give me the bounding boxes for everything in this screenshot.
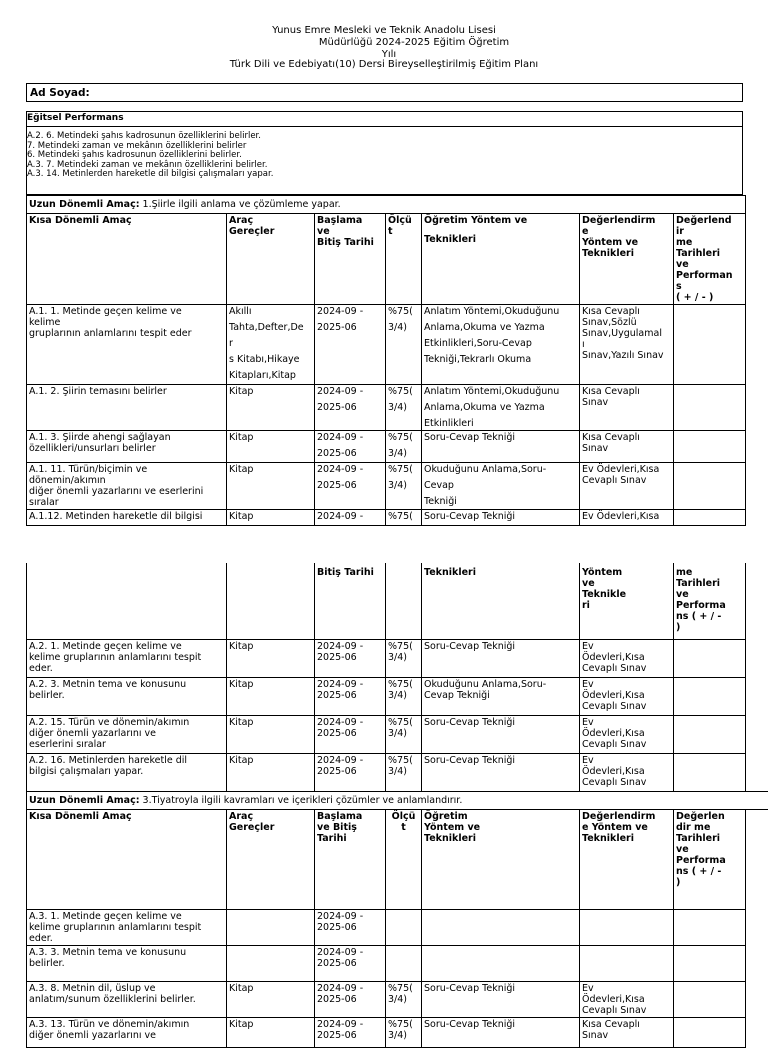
cell-text: 2025-06 — [317, 922, 383, 933]
short-term-goal-cell — [27, 1017, 227, 1047]
cell-text: Okuduğunu Anlama,Soru- — [424, 464, 577, 475]
short-term-goal-cell — [27, 677, 227, 715]
short-term-goal-cell — [27, 981, 227, 1017]
tools-cell — [227, 385, 315, 431]
cell-text: Kitap — [229, 1019, 312, 1030]
evaluation-cell — [580, 305, 674, 385]
eval-dates-cell — [674, 1017, 746, 1047]
tools-cell — [227, 431, 315, 463]
cell-text: A.2. 15. Türün ve dönemin/akımın — [29, 717, 224, 728]
cell-text: Ödevleri,Kısa — [582, 690, 671, 701]
evaluation-cell — [580, 510, 674, 526]
evaluation-cell — [580, 909, 674, 945]
cell-text: 2025-06 — [317, 322, 383, 333]
eval-dates-cell — [674, 431, 746, 463]
col-eval-dates: Değerlen dir me Tarihleri ve Performa ns ( + / - ) — [674, 809, 746, 909]
cell-text: %75( — [388, 511, 419, 522]
cell-text: gruplarının anlamlarını tespit eder — [29, 328, 224, 339]
evaluation-cell — [580, 753, 674, 791]
cell-text: Ev — [582, 679, 671, 690]
col-short-term-goal: Kısa Dönemli Amaç — [27, 214, 227, 305]
criteria-cell — [386, 753, 422, 791]
methods-cell — [422, 753, 580, 791]
cell-text: diğer önemli yazarlarını ve — [29, 1030, 224, 1041]
cell-text: Ev — [582, 641, 671, 652]
dates-cell — [315, 753, 386, 791]
cell-text: 2024-09 - — [317, 755, 383, 766]
cell-text: diğer önemli yazarlarını ve eserlerini — [29, 486, 224, 497]
tools-cell — [227, 677, 315, 715]
performance-item: A.3. 7. Metindeki zaman ve mekânın özelliklerini belirler. — [27, 161, 273, 171]
student-name-label: Ad Soyad: — [30, 87, 90, 99]
short-term-goal-cell — [27, 753, 227, 791]
cell-text: Tahta,Defter,De — [229, 322, 312, 333]
table-row — [27, 909, 768, 945]
tools-cell — [227, 909, 315, 945]
cell-text: Cevaplı Sınav — [582, 663, 671, 674]
cell-text: belirler. — [29, 690, 224, 701]
cell-text: Kısa Cevaplı — [582, 386, 671, 397]
cell-text: %75( — [388, 983, 419, 994]
cell-text: Kitap — [229, 983, 312, 994]
cell-text: A.3. 13. Türün ve dönemin/akımın — [29, 1019, 224, 1030]
evaluation-cell — [580, 431, 674, 463]
cell-text: Sınav — [582, 397, 671, 408]
col-short-term-goal: Kısa Dönemli Amaç — [27, 809, 227, 909]
dates-cell — [315, 909, 386, 945]
cell-text: 2024-09 - — [317, 717, 383, 728]
cell-text: 2025-06 — [317, 766, 383, 777]
short-term-goal-cell — [27, 463, 227, 510]
tools-cell — [227, 1017, 315, 1047]
eval-dates-cell — [674, 677, 746, 715]
cell-text: Sınav — [582, 443, 671, 454]
criteria-cell — [386, 981, 422, 1017]
cell-text: Sınav,Yazılı Sınav — [582, 350, 671, 361]
cell-text: 2024-09 - — [317, 983, 383, 994]
cell-text: Kitap — [229, 717, 312, 728]
dates-cell — [315, 431, 386, 463]
cell-text: Kitap — [229, 432, 312, 443]
cell-text: 3/4) — [388, 480, 419, 491]
tools-cell — [227, 639, 315, 677]
table-header-row — [27, 809, 768, 909]
col-dates: Başlama ve Bitiş Tarihi — [315, 809, 386, 909]
performance-item: 6. Metindeki şahıs kadrosunun özelliklerini belirler. — [27, 151, 273, 161]
cell-text: Anlatım Yöntemi,Okuduğunu — [424, 386, 577, 397]
cell-text: A.2. 3. Metnin tema ve konusunu — [29, 679, 224, 690]
col-methods: Öğretim Yöntem ve Teknikleri — [422, 214, 580, 305]
col-evaluation: Değerlendirm e Yöntem ve Teknikleri — [580, 214, 674, 305]
col-criteria: Ölçü t — [386, 809, 422, 909]
cell-text: Soru-Cevap Tekniği — [424, 755, 577, 766]
cell-text: Ev Ödevleri,Kısa — [582, 511, 671, 522]
cell-text: Tekniği,Tekrarlı Okuma — [424, 354, 577, 365]
col-short-term-goal — [27, 563, 227, 639]
cell-text: Soru-Cevap Tekniği — [424, 511, 577, 522]
cell-text: %75( — [388, 464, 419, 475]
eval-dates-cell — [674, 639, 746, 677]
eval-dates-cell — [674, 385, 746, 431]
cell-text: Okuduğunu Anlama,Soru- — [424, 679, 577, 690]
cell-text: 2024-09 - — [317, 947, 383, 958]
cell-text: %75( — [388, 386, 419, 397]
criteria-cell — [386, 639, 422, 677]
methods-cell — [422, 463, 580, 510]
cell-text: Cevaplı Sınav — [582, 1005, 671, 1016]
cell-text: %75( — [388, 755, 419, 766]
cell-text: sıralar — [29, 497, 224, 508]
dates-cell — [315, 385, 386, 431]
cell-text: 2025-06 — [317, 480, 383, 491]
student-name-box — [26, 83, 743, 102]
cell-text: %75( — [388, 717, 419, 728]
methods-cell — [422, 510, 580, 526]
methods-cell — [422, 909, 580, 945]
evaluation-cell — [580, 385, 674, 431]
eval-dates-cell — [674, 909, 746, 945]
cell-text: Kısa Cevaplı — [582, 306, 671, 317]
cell-text: %75( — [388, 1019, 419, 1030]
cell-text: A.1. 1. Metinde geçen kelime ve — [29, 306, 224, 317]
col-eval-dates: me Tarihleri ve Performa ns ( + / - ) — [674, 563, 746, 639]
methods-cell — [422, 385, 580, 431]
cell-text: kelime gruplarının anlamlarını tespit — [29, 922, 224, 933]
cell-text: A.3. 8. Metnin dil, üslup ve — [29, 983, 224, 994]
long-term-goal-label: Uzun Dönemli Amaç: — [29, 199, 140, 210]
dates-cell — [315, 1017, 386, 1047]
tools-cell — [227, 753, 315, 791]
cell-text: 2024-09 - — [317, 511, 383, 522]
eval-dates-cell — [674, 305, 746, 385]
cell-text: Kitapları,Kitap — [229, 370, 312, 381]
cell-text: Kitap — [229, 464, 312, 475]
criteria-cell — [386, 431, 422, 463]
cell-text: %75( — [388, 641, 419, 652]
cell-text: 2025-06 — [317, 994, 383, 1005]
cell-text: Akıllı — [229, 306, 312, 317]
cell-text: Kitap — [229, 641, 312, 652]
performance-item: 7. Metindeki zaman ve mekânın özelliklerini belirler — [27, 142, 273, 152]
cell-text: eder. — [29, 663, 224, 674]
methods-cell — [422, 305, 580, 385]
cell-text: 3/4) — [388, 652, 419, 663]
table-row — [27, 677, 768, 715]
methods-cell — [422, 1017, 580, 1047]
cell-text: Soru-Cevap Tekniği — [424, 641, 577, 652]
performance-item: A.2. 6. Metindeki şahıs kadrosunun özelliklerini belirler. — [27, 132, 273, 142]
criteria-cell — [386, 909, 422, 945]
cell-text: A.3. 3. Metnin tema ve konusunu — [29, 947, 224, 958]
evaluation-cell — [580, 463, 674, 510]
cell-text: 2024-09 - — [317, 1019, 383, 1030]
dates-cell — [315, 305, 386, 385]
cell-text: A.1. 3. Şiirde ahengi sağlayan — [29, 432, 224, 443]
cell-text: Cevap — [424, 480, 577, 491]
methods-cell — [422, 431, 580, 463]
performance-list — [27, 132, 273, 180]
short-term-goal-cell — [27, 639, 227, 677]
cell-text: Ev — [582, 755, 671, 766]
methods-cell — [422, 677, 580, 715]
cell-text: diğer önemli yazarlarını ve — [29, 728, 224, 739]
eval-dates-cell — [674, 945, 746, 981]
table-row — [27, 715, 768, 753]
cell-text: Soru-Cevap Tekniği — [424, 432, 577, 443]
cell-text: Kitap — [229, 511, 312, 522]
cell-text: 3/4) — [388, 1030, 419, 1041]
methods-cell — [422, 945, 580, 981]
cell-text: s Kitabı,Hikaye — [229, 354, 312, 365]
long-term-goal-text: 1.Şiirle ilgili anlama ve çözümleme yapar. — [140, 199, 341, 210]
evaluation-cell — [580, 945, 674, 981]
dates-cell — [315, 463, 386, 510]
cell-text: Kitap — [229, 755, 312, 766]
cell-text: 2024-09 - — [317, 641, 383, 652]
eval-dates-cell — [674, 715, 746, 753]
long-term-goal-3 — [27, 791, 768, 809]
criteria-cell — [386, 510, 422, 526]
col-tools — [227, 563, 315, 639]
year-line: Yılı — [5, 49, 768, 61]
eval-dates-cell — [674, 753, 746, 791]
short-term-goal-cell — [27, 715, 227, 753]
cell-text: Etkinlikleri,Soru-Cevap — [424, 338, 577, 349]
cell-text: Cevaplı Sınav — [582, 701, 671, 712]
dates-cell — [315, 945, 386, 981]
cell-text: 2024-09 - — [317, 386, 383, 397]
evaluation-cell — [580, 677, 674, 715]
cell-text: Kitap — [229, 386, 312, 397]
cell-text: Sınav,Uygulamal — [582, 328, 671, 339]
short-term-goal-cell — [27, 431, 227, 463]
dates-cell — [315, 981, 386, 1017]
cell-text: 2025-06 — [317, 690, 383, 701]
cell-text: 3/4) — [388, 322, 419, 333]
methods-cell — [422, 715, 580, 753]
cell-text: 3/4) — [388, 448, 419, 459]
table-header-row — [27, 214, 768, 305]
educational-performance-box — [26, 111, 743, 195]
cell-text: Soru-Cevap Tekniği — [424, 983, 577, 994]
cell-text: Ödevleri,Kısa — [582, 994, 671, 1005]
tools-cell — [227, 981, 315, 1017]
criteria-cell — [386, 945, 422, 981]
col-criteria: Ölçü t — [386, 214, 422, 305]
performance-item: A.3. 14. Metinlerden hareketle dil bilgisi çalışmaları yapar. — [27, 170, 273, 180]
cell-text: 2024-09 - — [317, 306, 383, 317]
dates-cell — [315, 677, 386, 715]
eval-dates-cell — [674, 463, 746, 510]
cell-text: Kısa Cevaplı — [582, 432, 671, 443]
cell-text: anlatım/sunum özelliklerini belirler. — [29, 994, 224, 1005]
cell-text: kelime gruplarının anlamlarını tespit — [29, 652, 224, 663]
cell-text: A.1. 11. Türün/biçimin ve — [29, 464, 224, 475]
cell-text: Anlama,Okuma ve Yazma — [424, 322, 577, 333]
col-tools: Araç Gereçler — [227, 809, 315, 909]
cell-text: A.2. 16. Metinlerden hareketle dil — [29, 755, 224, 766]
criteria-cell — [386, 385, 422, 431]
cell-text: eserlerini sıralar — [29, 739, 224, 750]
cell-text: 3/4) — [388, 728, 419, 739]
short-term-goal-cell — [27, 510, 227, 526]
cell-text: bilgisi çalışmaları yapar. — [29, 766, 224, 777]
tools-cell — [227, 510, 315, 526]
cell-text: Sınav — [582, 1030, 671, 1041]
dates-cell — [315, 510, 386, 526]
cell-text: Cevap Tekniği — [424, 690, 577, 701]
table-header-row — [27, 563, 768, 639]
cell-text: 2024-09 - — [317, 911, 383, 922]
table-row — [27, 431, 768, 463]
performance-title: Eğitsel Performans — [27, 113, 124, 123]
cell-text: 2024-09 - — [317, 432, 383, 443]
short-term-goal-cell — [27, 909, 227, 945]
dates-cell — [315, 715, 386, 753]
cell-text: 3/4) — [388, 994, 419, 1005]
cell-text: A.3. 1. Metinde geçen kelime ve — [29, 911, 224, 922]
cell-text: eder. — [29, 933, 224, 944]
cell-text: A.2. 1. Metinde geçen kelime ve — [29, 641, 224, 652]
tools-cell — [227, 945, 315, 981]
col-criteria — [386, 563, 422, 639]
cell-text: Cevaplı Sınav — [582, 739, 671, 750]
table-row — [27, 639, 768, 677]
cell-text: Ev — [582, 717, 671, 728]
evaluation-cell — [580, 1017, 674, 1047]
cell-text: belirler. — [29, 958, 224, 969]
cell-text: Ödevleri,Kısa — [582, 766, 671, 777]
cell-text: Ev — [582, 983, 671, 994]
eval-dates-cell — [674, 981, 746, 1017]
col-dates: Başlama ve Bitiş Tarihi — [315, 214, 386, 305]
cell-text: 2024-09 - — [317, 679, 383, 690]
cell-text: A.1. 2. Şiirin temasını belirler — [29, 386, 224, 397]
cell-text: A.1.12. Metinden hareketle dil bilgisi — [29, 511, 224, 522]
cell-text: %75( — [388, 432, 419, 443]
cell-text: %75( — [388, 306, 419, 317]
cell-text: Etkinlikleri — [424, 418, 577, 429]
col-tools: Araç Gereçler — [227, 214, 315, 305]
table-row — [27, 945, 768, 981]
long-term-goal-1 — [27, 196, 746, 214]
table-row — [27, 510, 768, 526]
plan-table-2 — [26, 563, 768, 1048]
col-dates: Bitiş Tarihi — [315, 563, 386, 639]
directorate-line: Müdürlüğü 2024-2025 Eğitim Öğretim — [30, 37, 768, 49]
table-row — [27, 981, 768, 1017]
cell-text: Ödevleri,Kısa — [582, 652, 671, 663]
cell-text: 2025-06 — [317, 958, 383, 969]
col-evaluation: Yöntem ve Teknikle ri — [580, 563, 674, 639]
tools-cell — [227, 715, 315, 753]
cell-text: Kitap — [229, 679, 312, 690]
evaluation-cell — [580, 639, 674, 677]
cell-text: 3/4) — [388, 402, 419, 413]
methods-cell — [422, 981, 580, 1017]
cell-text: Ev Ödevleri,Kısa — [582, 464, 671, 475]
school-name: Yunus Emre Mesleki ve Teknik Anadolu Lisesi — [0, 25, 768, 37]
eval-dates-cell — [674, 510, 746, 526]
cell-text: Sınav,Sözlü — [582, 317, 671, 328]
table-row — [27, 385, 768, 431]
cell-text: 2025-06 — [317, 652, 383, 663]
cell-text: 2025-06 — [317, 728, 383, 739]
cell-text: ı — [582, 339, 671, 350]
cell-text: 3/4) — [388, 766, 419, 777]
dates-cell — [315, 639, 386, 677]
cell-text: 3/4) — [388, 690, 419, 701]
table-row — [27, 753, 768, 791]
col-methods: Öğretim Yöntem ve Teknikleri — [422, 809, 580, 909]
short-term-goal-cell — [27, 385, 227, 431]
criteria-cell — [386, 1017, 422, 1047]
cell-text: Anlatım Yöntemi,Okuduğunu — [424, 306, 577, 317]
plan-title: Türk Dili ve Edebiyatı(10) Dersi Bireyselleştirilmiş Eğitim Planı — [0, 59, 768, 71]
cell-text: 2025-06 — [317, 402, 383, 413]
table-row — [27, 305, 768, 385]
short-term-goal-cell — [27, 945, 227, 981]
cell-text: Anlama,Okuma ve Yazma — [424, 402, 577, 413]
criteria-cell — [386, 463, 422, 510]
long-term-goal-label: Uzun Dönemli Amaç: — [29, 795, 140, 806]
cell-text: Kısa Cevaplı — [582, 1019, 671, 1030]
cell-text: Cevaplı Sınav — [582, 777, 671, 788]
evaluation-cell — [580, 715, 674, 753]
tools-cell — [227, 305, 315, 385]
cell-text: özellikleri/unsurları belirler — [29, 443, 224, 454]
cell-text: kelime — [29, 317, 224, 328]
cell-text: 2025-06 — [317, 448, 383, 459]
cell-text: Soru-Cevap Tekniği — [424, 1019, 577, 1030]
cell-text: %75( — [388, 679, 419, 690]
col-evaluation: Değerlendirm e Yöntem ve Teknikleri — [580, 809, 674, 909]
cell-text: Ödevleri,Kısa — [582, 728, 671, 739]
table-row — [27, 463, 768, 510]
criteria-cell — [386, 677, 422, 715]
col-methods: Teknikleri — [422, 563, 580, 639]
col-eval-dates: Değerlend ir me Tarihleri ve Performan s ( + / - ) — [674, 214, 746, 305]
cell-text: dönemin/akımın — [29, 475, 224, 486]
long-term-goal-text: 3.Tiyatroyla ilgili kavramları ve içerikleri çözümler ve anlamlandırır. — [140, 795, 463, 806]
cell-text: Tekniği — [424, 496, 577, 507]
table-row — [27, 1017, 768, 1047]
evaluation-cell — [580, 981, 674, 1017]
plan-table-1 — [26, 195, 768, 526]
short-term-goal-cell — [27, 305, 227, 385]
cell-text: Soru-Cevap Tekniği — [424, 717, 577, 728]
tools-cell — [227, 463, 315, 510]
criteria-cell — [386, 715, 422, 753]
methods-cell — [422, 639, 580, 677]
criteria-cell — [386, 305, 422, 385]
cell-text: Cevaplı Sınav — [582, 475, 671, 486]
cell-text: 2024-09 - — [317, 464, 383, 475]
cell-text: 2025-06 — [317, 1030, 383, 1041]
cell-text: r — [229, 338, 312, 349]
